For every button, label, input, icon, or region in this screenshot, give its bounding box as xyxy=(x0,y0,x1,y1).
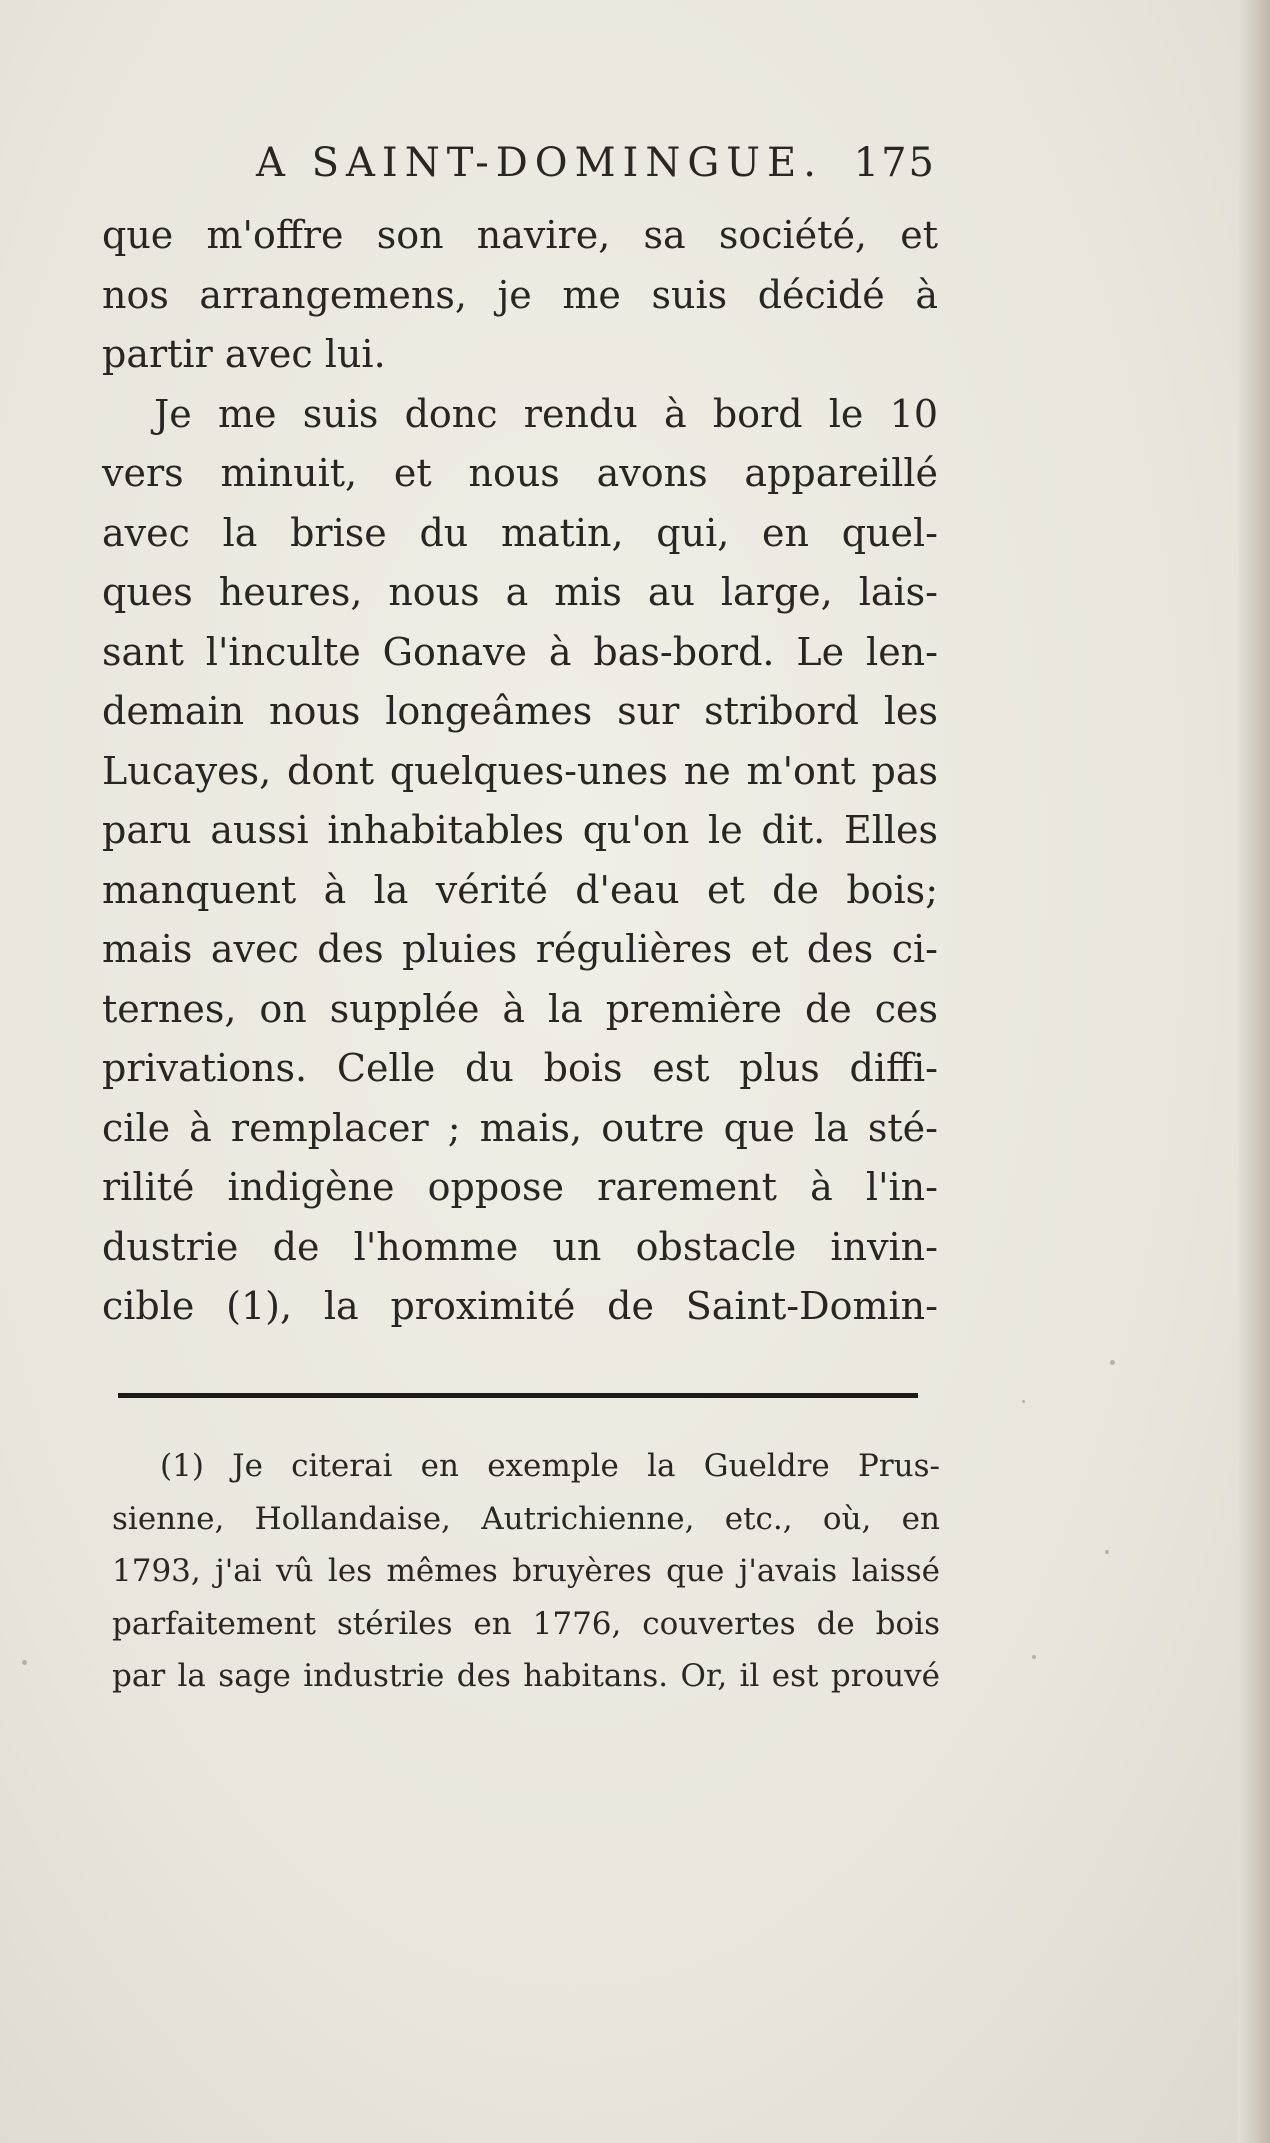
text-line: nos arrangemens, je me suis décidé à xyxy=(102,272,938,317)
text-line: demain nous longeâmes sur stribord les xyxy=(102,689,938,733)
footnote xyxy=(112,1440,940,1703)
text-line: vers minuit, et nous avons appareillé xyxy=(102,451,938,495)
paper-speck xyxy=(22,1660,27,1665)
text-line: cile à remplacer ; mais, outre que la sté- xyxy=(102,1105,938,1150)
text-line: ques heures, nous a mis au large, lais- xyxy=(102,570,938,614)
text-line: mais avec des pluies régulières et des ci- xyxy=(102,927,938,971)
paper-speck xyxy=(1110,1360,1115,1365)
text-line: Lucayes, dont quelques-unes ne m'ont pas xyxy=(102,748,938,793)
text-line: que m'offre son navire, sa société, et xyxy=(102,213,938,257)
footnote-line: sienne, Hollandaise, Autrichienne, etc., où, en xyxy=(112,1500,940,1537)
text-line: manquent à la vérité d'eau et de bois; xyxy=(102,867,938,912)
footnote-line: 1793, j'ai vû les mêmes bruyères que j'avais laissé xyxy=(112,1553,940,1589)
footnote-line: par la sage industrie des habitans. Or, il est prouvé xyxy=(112,1658,940,1694)
page-number: 175 xyxy=(853,140,936,186)
text-line: dustrie de l'homme un obstacle invin- xyxy=(102,1224,938,1269)
text-line: Je me suis donc rendu à bord le 10 xyxy=(154,391,938,436)
running-head xyxy=(256,140,936,196)
page-edge-shadow xyxy=(1238,0,1270,2143)
text-line: sant l'inculte Gonave à bas-bord. Le len- xyxy=(102,629,938,674)
text-line: avec la brise du matin, qui, en quel- xyxy=(102,510,938,555)
text-line: cible (1), la proximité de Saint-Domin- xyxy=(102,1284,938,1328)
footnote-line: (1) Je citerai en exemple la Gueldre Prus- xyxy=(160,1448,940,1484)
footnote-line: parfaitement stériles en 1776, couvertes de bois xyxy=(112,1605,940,1642)
text-line: partir avec lui. xyxy=(102,332,386,376)
text-line: rilité indigène oppose rarement à l'in- xyxy=(102,1165,938,1209)
paper-speck xyxy=(1032,1655,1036,1659)
footnote-rule xyxy=(118,1393,918,1398)
paper-speck xyxy=(1105,1550,1109,1554)
running-head-title: A SAINT-DOMINGUE. xyxy=(256,140,823,186)
text-line: privations. Celle du bois est plus diffi- xyxy=(102,1046,938,1090)
text-line: ternes, on supplée à la première de ces xyxy=(102,986,938,1031)
paper-speck xyxy=(1022,1400,1025,1403)
body-text xyxy=(102,206,938,1337)
text-line: paru aussi inhabitables qu'on le dit. Elles xyxy=(102,808,938,852)
